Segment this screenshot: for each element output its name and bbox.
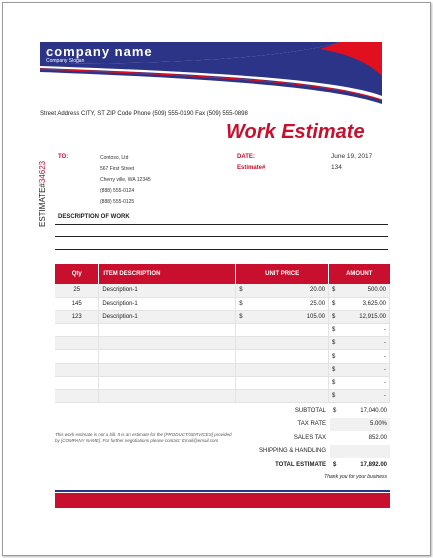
qty-cell: [55, 376, 99, 389]
amount-cell: [329, 284, 390, 297]
company-name: company name: [46, 44, 153, 59]
unit-price-cell: [236, 390, 329, 403]
total-estimate-value: [330, 459, 390, 472]
table-row: [55, 337, 390, 350]
amount-value: 12,915.00: [359, 313, 386, 320]
sales-tax-amount: 852.00: [368, 434, 387, 441]
recipient-line: Contoso, Ltd: [100, 155, 129, 161]
currency-symbol: $: [332, 287, 336, 294]
line-items-table: [55, 264, 390, 403]
currency-symbol: $: [239, 287, 243, 294]
description-line: [55, 236, 388, 237]
amount-value: -: [384, 379, 386, 386]
column-header-description: ITEM DESCRIPTION: [99, 264, 236, 284]
tax-rate-label: TAX RATE: [297, 421, 326, 428]
total-estimate-amount: 17,892.00: [360, 461, 387, 468]
qty-cell: [55, 363, 99, 376]
tax-rate-value: [330, 418, 390, 431]
unit-price-cell: [236, 363, 329, 376]
table-row: [55, 310, 390, 323]
table-row: [55, 390, 390, 403]
currency-symbol: $: [332, 300, 336, 307]
description-of-work-label: DESCRIPTION OF WORK: [58, 214, 130, 220]
sales-tax-value: [330, 432, 390, 445]
unit-price-cell: [236, 324, 329, 337]
recipient-line: (888) 555-0125: [100, 199, 135, 205]
subtotal-amount: 17,040.00: [360, 408, 387, 414]
amount-cell: [329, 390, 390, 403]
total-estimate-label: TOTAL ESTIMATE: [275, 461, 326, 468]
description-cell: Description-1: [99, 310, 236, 323]
description-cell: Description-1: [99, 297, 236, 310]
date-label: DATE:: [237, 154, 255, 160]
currency-symbol: $: [239, 300, 243, 307]
description-cell: [99, 337, 236, 350]
column-header-amount: AMOUNT: [329, 264, 390, 284]
date-value: June 19, 2017: [331, 153, 373, 160]
company-slogan: Company Slogan: [46, 58, 85, 64]
recipient-line: 567 First Street: [100, 166, 135, 172]
currency-symbol: $: [239, 313, 243, 320]
shipping-row: [236, 445, 390, 458]
amount-value: 3,625.00: [362, 300, 386, 307]
column-header-unit-price: UNIT PRICE: [236, 264, 329, 284]
description-cell: Description-1: [99, 284, 236, 297]
amount-cell: [329, 324, 390, 337]
estimate-side-number: 34623: [38, 160, 47, 184]
shipping-label: SHIPPING & HANDLING: [258, 448, 326, 455]
column-header-qty: Qty: [55, 264, 99, 284]
recipient-line: Cherry ville, WA 12345: [100, 177, 151, 183]
unit-price-cell: [236, 284, 329, 297]
amount-cell: [329, 310, 390, 323]
recipient-line: (888) 555-0124: [100, 188, 135, 194]
subtotal-value: [330, 405, 390, 418]
description-line: [55, 249, 388, 250]
totals-block: [236, 405, 390, 472]
amount-cell: [329, 297, 390, 310]
unit-price-cell: [236, 310, 329, 323]
amount-value: -: [384, 366, 386, 373]
estimate-footnote: This work estimate is not a bill. It is an estimate for the [PRODUCT/SERVICES] provided by [COMPANY NAME]. For further negotiations please contact: Email@email.com: [55, 432, 232, 443]
description-cell: [99, 363, 236, 376]
sales-tax-label: SALES TAX: [293, 434, 326, 441]
unit-price-value: 20.00: [310, 287, 326, 294]
subtotal-label: SUBTOTAL: [294, 408, 326, 414]
description-cell: [99, 350, 236, 363]
header-banner: [40, 42, 382, 104]
estimate-number-label: Estimate#: [237, 165, 266, 171]
estimate-number-value: 134: [331, 164, 342, 171]
currency-symbol: $: [332, 366, 336, 373]
currency-symbol: $: [332, 393, 336, 400]
subtotal-row: [236, 405, 390, 418]
table-row: [55, 363, 390, 376]
total-estimate-row: [236, 459, 390, 472]
to-label: TO:: [58, 154, 69, 160]
amount-value: -: [384, 353, 386, 360]
recipient-address: [100, 153, 151, 208]
description-cell: [99, 324, 236, 337]
currency-symbol: $: [333, 461, 337, 468]
amount-value: -: [384, 393, 386, 400]
amount-cell: [329, 350, 390, 363]
sales-tax-row: [236, 432, 390, 445]
currency-symbol: $: [332, 340, 336, 347]
qty-cell: 25: [55, 284, 99, 297]
tax-rate-row: [236, 418, 390, 431]
description-cell: [99, 390, 236, 403]
currency-symbol: $: [332, 327, 336, 334]
currency-symbol: $: [333, 408, 337, 414]
qty-cell: [55, 350, 99, 363]
unit-price-cell: [236, 297, 329, 310]
unit-price-cell: [236, 376, 329, 389]
table-row: [55, 324, 390, 337]
qty-cell: [55, 390, 99, 403]
currency-symbol: $: [332, 353, 336, 360]
footer-red-bar: [55, 493, 390, 508]
currency-symbol: $: [332, 313, 336, 320]
description-line: [55, 224, 388, 225]
tax-rate-amount: 5.00%: [369, 421, 387, 428]
estimate-number-side-label: [38, 161, 47, 227]
qty-cell: 145: [55, 297, 99, 310]
company-address: Street Address CITY, ST ZIP Code Phone (509) 555-0190 Fax (509) 555-0898: [40, 111, 248, 117]
table-row: [55, 376, 390, 389]
amount-cell: [329, 363, 390, 376]
qty-cell: 123: [55, 310, 99, 323]
amount-value: -: [384, 327, 386, 334]
unit-price-cell: [236, 337, 329, 350]
currency-symbol: $: [332, 379, 336, 386]
table-row: [55, 284, 390, 297]
amount-cell: [329, 376, 390, 389]
footer-blue-bar: [55, 490, 390, 492]
unit-price-cell: [236, 350, 329, 363]
estimate-side-text: ESTIMATE#: [38, 183, 47, 227]
qty-cell: [55, 324, 99, 337]
amount-value: 500.00: [367, 287, 386, 294]
amount-cell: [329, 337, 390, 350]
qty-cell: [55, 337, 99, 350]
unit-price-value: 105.00: [306, 313, 326, 320]
table-row: [55, 297, 390, 310]
table-header-row: [55, 264, 390, 284]
description-cell: [99, 376, 236, 389]
shipping-value: [330, 445, 390, 458]
unit-price-value: 25.00: [310, 300, 326, 307]
thank-you-note: Thank you for your business: [324, 474, 387, 480]
amount-value: -: [384, 340, 386, 347]
table-row: [55, 350, 390, 363]
document-title: Work Estimate: [226, 121, 365, 143]
